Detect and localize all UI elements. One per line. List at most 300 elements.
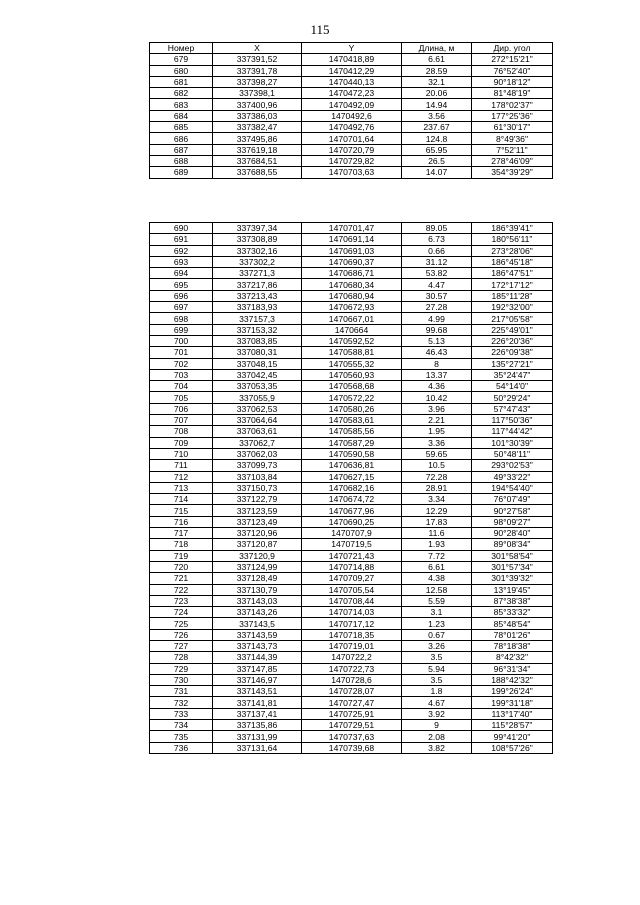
- cell-number: 732: [150, 697, 213, 708]
- cell-x: 337213,43: [213, 290, 302, 301]
- cell-y: 1470568,68: [302, 381, 402, 392]
- cell-y: 1470677,96: [302, 505, 402, 516]
- table-row: [150, 640, 553, 651]
- cell-y: 1470721,43: [302, 550, 402, 561]
- cell-y: 1470636,81: [302, 460, 402, 471]
- cell-number: 718: [150, 539, 213, 550]
- table-row: [150, 426, 553, 437]
- cell-length: 12.58: [402, 584, 472, 595]
- table-row: [150, 144, 553, 155]
- cell-length: 4.36: [402, 381, 472, 392]
- cell-y: 1470472,23: [302, 88, 402, 99]
- cell-length: 3.92: [402, 708, 472, 719]
- cell-length: 65.95: [402, 144, 472, 155]
- cell-y: 1470627,15: [302, 471, 402, 482]
- coordinates-table-bottom: [149, 222, 553, 754]
- cell-number: 685: [150, 122, 213, 133]
- cell-y: 1470492,09: [302, 99, 402, 110]
- cell-length: 14.07: [402, 167, 472, 178]
- table-row: [150, 618, 553, 629]
- table-row: [150, 686, 553, 697]
- cell-direction-angle: 78°01'26": [472, 629, 553, 640]
- table-header-row: [150, 43, 553, 54]
- cell-direction-angle: 96°31'34": [472, 663, 553, 674]
- cell-y: 1470691,03: [302, 245, 402, 256]
- cell-direction-angle: 87°38'38": [472, 595, 553, 606]
- cell-y: 1470705,54: [302, 584, 402, 595]
- cell-length: 28.91: [402, 482, 472, 493]
- cell-y: 1470728,6: [302, 674, 402, 685]
- table-row: [150, 54, 553, 65]
- table-row: [150, 403, 553, 414]
- table-row: [150, 369, 553, 380]
- cell-length: 17.83: [402, 516, 472, 527]
- cell-direction-angle: 98°09'27": [472, 516, 553, 527]
- cell-length: 5.13: [402, 335, 472, 346]
- cell-length: 0.66: [402, 245, 472, 256]
- cell-direction-angle: 301°39'32": [472, 573, 553, 584]
- cell-number: 727: [150, 640, 213, 651]
- cell-x: 337099,73: [213, 460, 302, 471]
- cell-y: 1470492,76: [302, 122, 402, 133]
- cell-number: 683: [150, 99, 213, 110]
- table-row: [150, 516, 553, 527]
- cell-number: 726: [150, 629, 213, 640]
- cell-number: 691: [150, 234, 213, 245]
- cell-x: 337143,51: [213, 686, 302, 697]
- cell-y: 1470718,35: [302, 629, 402, 640]
- cell-x: 337143,03: [213, 595, 302, 606]
- cell-number: 735: [150, 731, 213, 742]
- cell-direction-angle: 85°48'54": [472, 618, 553, 629]
- cell-x: 337122,79: [213, 494, 302, 505]
- cell-x: 337398,27: [213, 76, 302, 87]
- table-row: [150, 674, 553, 685]
- cell-direction-angle: 113°17'40": [472, 708, 553, 719]
- cell-y: 1470727,47: [302, 697, 402, 708]
- coordinates-table-top: [149, 42, 553, 179]
- cell-number: 736: [150, 742, 213, 753]
- cell-number: 697: [150, 302, 213, 313]
- cell-direction-angle: 90°27'58": [472, 505, 553, 516]
- cell-length: 6.61: [402, 54, 472, 65]
- cell-direction-angle: 81°48'19": [472, 88, 553, 99]
- cell-number: 715: [150, 505, 213, 516]
- cell-x: 337308,89: [213, 234, 302, 245]
- cell-direction-angle: 89°08'34": [472, 539, 553, 550]
- cell-number: 712: [150, 471, 213, 482]
- cell-x: 337684,51: [213, 155, 302, 166]
- cell-number: 686: [150, 133, 213, 144]
- cell-length: 3.96: [402, 403, 472, 414]
- cell-y: 1470590,58: [302, 448, 402, 459]
- cell-direction-angle: 226°09'38": [472, 347, 553, 358]
- table-row: [150, 133, 553, 144]
- cell-y: 1470580,26: [302, 403, 402, 414]
- cell-number: 713: [150, 482, 213, 493]
- cell-x: 337157,3: [213, 313, 302, 324]
- cell-y: 1470729,51: [302, 720, 402, 731]
- table-row: [150, 448, 553, 459]
- cell-x: 337619,18: [213, 144, 302, 155]
- cell-y: 1470714,03: [302, 607, 402, 618]
- cell-number: 722: [150, 584, 213, 595]
- cell-length: 3.56: [402, 110, 472, 121]
- table-row: [150, 629, 553, 640]
- table-row: [150, 155, 553, 166]
- cell-x: 337137,41: [213, 708, 302, 719]
- cell-direction-angle: 61°30'17": [472, 122, 553, 133]
- cell-number: 702: [150, 358, 213, 369]
- cell-y: 1470717,12: [302, 618, 402, 629]
- cell-number: 709: [150, 437, 213, 448]
- table-row: [150, 528, 553, 539]
- cell-number: 696: [150, 290, 213, 301]
- cell-length: 26.5: [402, 155, 472, 166]
- cell-direction-angle: 90°18'12": [472, 76, 553, 87]
- cell-direction-angle: 76°07'49": [472, 494, 553, 505]
- cell-y: 1470680,94: [302, 290, 402, 301]
- cell-length: 28.59: [402, 65, 472, 76]
- cell-x: 337688,55: [213, 167, 302, 178]
- cell-direction-angle: 117°50'36": [472, 415, 553, 426]
- cell-number: 734: [150, 720, 213, 731]
- cell-direction-angle: 199°31'18": [472, 697, 553, 708]
- table-row: [150, 76, 553, 87]
- cell-y: 1470587,29: [302, 437, 402, 448]
- cell-length: 11.6: [402, 528, 472, 539]
- cell-length: 0.67: [402, 629, 472, 640]
- cell-number: 682: [150, 88, 213, 99]
- cell-y: 1470690,25: [302, 516, 402, 527]
- cell-number: 725: [150, 618, 213, 629]
- cell-x: 337123,49: [213, 516, 302, 527]
- table-row: [150, 742, 553, 753]
- cell-number: 717: [150, 528, 213, 539]
- cell-length: 4.38: [402, 573, 472, 584]
- cell-x: 337080,31: [213, 347, 302, 358]
- table-row: [150, 392, 553, 403]
- table-row: [150, 65, 553, 76]
- cell-number: 681: [150, 76, 213, 87]
- cell-number: 733: [150, 708, 213, 719]
- cell-x: 337143,59: [213, 629, 302, 640]
- cell-x: 337302,2: [213, 256, 302, 267]
- table-row: [150, 663, 553, 674]
- table-row: [150, 607, 553, 618]
- cell-y: 1470722,2: [302, 652, 402, 663]
- cell-y: 1470412,29: [302, 65, 402, 76]
- cell-number: 723: [150, 595, 213, 606]
- table-row: [150, 122, 553, 133]
- cell-length: 10.5: [402, 460, 472, 471]
- cell-x: 337063,61: [213, 426, 302, 437]
- cell-length: 4.47: [402, 279, 472, 290]
- cell-direction-angle: 101°30'39": [472, 437, 553, 448]
- table-row: [150, 335, 553, 346]
- cell-direction-angle: 49°33'22": [472, 471, 553, 482]
- cell-number: 708: [150, 426, 213, 437]
- cell-y: 1470440,13: [302, 76, 402, 87]
- cell-length: 46.43: [402, 347, 472, 358]
- cell-length: 31.12: [402, 256, 472, 267]
- cell-length: 53.82: [402, 268, 472, 279]
- cell-direction-angle: 273°28'06": [472, 245, 553, 256]
- cell-length: 1.95: [402, 426, 472, 437]
- table-row: [150, 415, 553, 426]
- cell-length: 1.93: [402, 539, 472, 550]
- cell-length: 3.26: [402, 640, 472, 651]
- cell-x: 337048,15: [213, 358, 302, 369]
- cell-length: 14.94: [402, 99, 472, 110]
- table-row: [150, 505, 553, 516]
- cell-y: 1470719,5: [302, 539, 402, 550]
- cell-direction-angle: 225°49'01": [472, 324, 553, 335]
- table-row: [150, 652, 553, 663]
- cell-x: 337400,96: [213, 99, 302, 110]
- table-row: [150, 99, 553, 110]
- table-row: [150, 313, 553, 324]
- cell-direction-angle: 172°17'12": [472, 279, 553, 290]
- cell-x: 337382,47: [213, 122, 302, 133]
- cell-x: 337124,99: [213, 561, 302, 572]
- cell-y: 1470667,01: [302, 313, 402, 324]
- cell-direction-angle: 7°52'11": [472, 144, 553, 155]
- table-row: [150, 561, 553, 572]
- cell-direction-angle: 278°46'09": [472, 155, 553, 166]
- table-row: [150, 471, 553, 482]
- cell-y: 1470701,64: [302, 133, 402, 144]
- table-row: [150, 381, 553, 392]
- cell-length: 2.21: [402, 415, 472, 426]
- cell-length: 9: [402, 720, 472, 731]
- table-row: [150, 595, 553, 606]
- cell-x: 337120,9: [213, 550, 302, 561]
- column-header-x: X: [213, 43, 302, 54]
- table-row: [150, 223, 553, 234]
- cell-direction-angle: 99°41'20": [472, 731, 553, 742]
- table-row: [150, 482, 553, 493]
- cell-direction-angle: 217°05'58": [472, 313, 553, 324]
- table-row: [150, 539, 553, 550]
- cell-length: 59.65: [402, 448, 472, 459]
- cell-x: 337143,26: [213, 607, 302, 618]
- cell-number: 714: [150, 494, 213, 505]
- cell-x: 337064,64: [213, 415, 302, 426]
- cell-x: 337141,81: [213, 697, 302, 708]
- cell-number: 729: [150, 663, 213, 674]
- cell-number: 724: [150, 607, 213, 618]
- cell-y: 1470714,88: [302, 561, 402, 572]
- cell-length: 3.36: [402, 437, 472, 448]
- table-row: [150, 279, 553, 290]
- cell-number: 693: [150, 256, 213, 267]
- cell-y: 1470585,56: [302, 426, 402, 437]
- cell-length: 27.28: [402, 302, 472, 313]
- cell-x: 337146,97: [213, 674, 302, 685]
- cell-y: 1470709,27: [302, 573, 402, 584]
- cell-number: 687: [150, 144, 213, 155]
- cell-direction-angle: 301°58'54": [472, 550, 553, 561]
- cell-direction-angle: 108°57'26": [472, 742, 553, 753]
- cell-direction-angle: 186°39'41": [472, 223, 553, 234]
- cell-length: 72.28: [402, 471, 472, 482]
- table-row: [150, 256, 553, 267]
- cell-number: 679: [150, 54, 213, 65]
- cell-direction-angle: 177°25'36": [472, 110, 553, 121]
- cell-number: 701: [150, 347, 213, 358]
- table-row: [150, 460, 553, 471]
- cell-direction-angle: 293°02'53": [472, 460, 553, 471]
- cell-number: 690: [150, 223, 213, 234]
- cell-number: 689: [150, 167, 213, 178]
- cell-x: 337123,59: [213, 505, 302, 516]
- cell-direction-angle: 57°47'43": [472, 403, 553, 414]
- cell-length: 3.5: [402, 652, 472, 663]
- cell-y: 1470739,68: [302, 742, 402, 753]
- cell-y: 1470680,34: [302, 279, 402, 290]
- cell-y: 1470686,71: [302, 268, 402, 279]
- table-row: [150, 708, 553, 719]
- cell-length: 3.1: [402, 607, 472, 618]
- cell-x: 337130,79: [213, 584, 302, 595]
- cell-direction-angle: 354°39'29": [472, 167, 553, 178]
- cell-x: 337062,7: [213, 437, 302, 448]
- table-row: [150, 245, 553, 256]
- cell-direction-angle: 54°14'0": [472, 381, 553, 392]
- cell-number: 720: [150, 561, 213, 572]
- cell-x: 337053,35: [213, 381, 302, 392]
- cell-y: 1470572,22: [302, 392, 402, 403]
- cell-number: 710: [150, 448, 213, 459]
- cell-x: 337143,73: [213, 640, 302, 651]
- cell-y: 1470555,32: [302, 358, 402, 369]
- cell-x: 337391,78: [213, 65, 302, 76]
- cell-number: 730: [150, 674, 213, 685]
- cell-x: 337143,5: [213, 618, 302, 629]
- cell-direction-angle: 194°54'40": [472, 482, 553, 493]
- page-number: 115: [310, 22, 330, 37]
- cell-direction-angle: 76°52'40": [472, 65, 553, 76]
- cell-x: 337386,03: [213, 110, 302, 121]
- cell-length: 3.5: [402, 674, 472, 685]
- cell-direction-angle: 78°18'38": [472, 640, 553, 651]
- cell-x: 337042,45: [213, 369, 302, 380]
- cell-x: 337062,53: [213, 403, 302, 414]
- cell-x: 337397,34: [213, 223, 302, 234]
- cell-y: 1470728,07: [302, 686, 402, 697]
- cell-x: 337144,39: [213, 652, 302, 663]
- cell-length: 89.05: [402, 223, 472, 234]
- table-row: [150, 302, 553, 313]
- cell-direction-angle: 180°56'11": [472, 234, 553, 245]
- table-row: [150, 731, 553, 742]
- cell-direction-angle: 50°48'11": [472, 448, 553, 459]
- cell-length: 99.68: [402, 324, 472, 335]
- cell-direction-angle: 85°33'32": [472, 607, 553, 618]
- cell-y: 1470707,9: [302, 528, 402, 539]
- cell-y: 1470737,63: [302, 731, 402, 742]
- table-row: [150, 234, 553, 245]
- cell-direction-angle: 192°32'00": [472, 302, 553, 313]
- cell-y: 1470701,47: [302, 223, 402, 234]
- cell-direction-angle: 50°29'24": [472, 392, 553, 403]
- cell-length: 12.29: [402, 505, 472, 516]
- cell-number: 684: [150, 110, 213, 121]
- column-header-length: Длина, м: [402, 43, 472, 54]
- cell-x: 337131,64: [213, 742, 302, 753]
- column-header-number: Номер: [150, 43, 213, 54]
- table-row: [150, 494, 553, 505]
- cell-number: 694: [150, 268, 213, 279]
- cell-y: 1470722,73: [302, 663, 402, 674]
- cell-x: 337150,73: [213, 482, 302, 493]
- cell-length: 6.73: [402, 234, 472, 245]
- cell-direction-angle: 115°28'57": [472, 720, 553, 731]
- cell-x: 337183,93: [213, 302, 302, 313]
- cell-length: 20.06: [402, 88, 472, 99]
- column-header-y: Y: [302, 43, 402, 54]
- cell-y: 1470583,61: [302, 415, 402, 426]
- cell-number: 688: [150, 155, 213, 166]
- cell-x: 337391,52: [213, 54, 302, 65]
- cell-y: 1470560,93: [302, 369, 402, 380]
- cell-direction-angle: 178°02'37": [472, 99, 553, 110]
- cell-number: 711: [150, 460, 213, 471]
- cell-length: 4.67: [402, 697, 472, 708]
- cell-x: 337302,16: [213, 245, 302, 256]
- cell-length: 2.08: [402, 731, 472, 742]
- cell-direction-angle: 301°57'34": [472, 561, 553, 572]
- cell-y: 1470664: [302, 324, 402, 335]
- cell-direction-angle: 226°20'36": [472, 335, 553, 346]
- cell-direction-angle: 188°42'32": [472, 674, 553, 685]
- cell-direction-angle: 8°49'36": [472, 133, 553, 144]
- column-header-direction-angle: Дир. угол: [472, 43, 553, 54]
- cell-y: 1470708,44: [302, 595, 402, 606]
- cell-y: 1470682,16: [302, 482, 402, 493]
- table-row: [150, 110, 553, 121]
- cell-direction-angle: 35°24'47": [472, 369, 553, 380]
- table-row: [150, 573, 553, 584]
- cell-length: 32.1: [402, 76, 472, 87]
- cell-x: 337398,1: [213, 88, 302, 99]
- cell-x: 337271,3: [213, 268, 302, 279]
- cell-x: 337120,96: [213, 528, 302, 539]
- cell-length: 3.82: [402, 742, 472, 753]
- table-row: [150, 290, 553, 301]
- cell-number: 728: [150, 652, 213, 663]
- cell-length: 1.23: [402, 618, 472, 629]
- cell-length: 5.94: [402, 663, 472, 674]
- cell-y: 1470729,82: [302, 155, 402, 166]
- cell-length: 7.72: [402, 550, 472, 561]
- table-row: [150, 358, 553, 369]
- cell-y: 1470719,01: [302, 640, 402, 651]
- table-row: [150, 88, 553, 99]
- cell-number: 705: [150, 392, 213, 403]
- table-row: [150, 697, 553, 708]
- cell-direction-angle: 13°19'45": [472, 584, 553, 595]
- table-row: [150, 720, 553, 731]
- cell-length: 8: [402, 358, 472, 369]
- cell-x: 337120,87: [213, 539, 302, 550]
- cell-direction-angle: 186°47'51": [472, 268, 553, 279]
- cell-number: 703: [150, 369, 213, 380]
- cell-direction-angle: 199°26'24": [472, 686, 553, 697]
- cell-x: 337055,9: [213, 392, 302, 403]
- cell-x: 337128,49: [213, 573, 302, 584]
